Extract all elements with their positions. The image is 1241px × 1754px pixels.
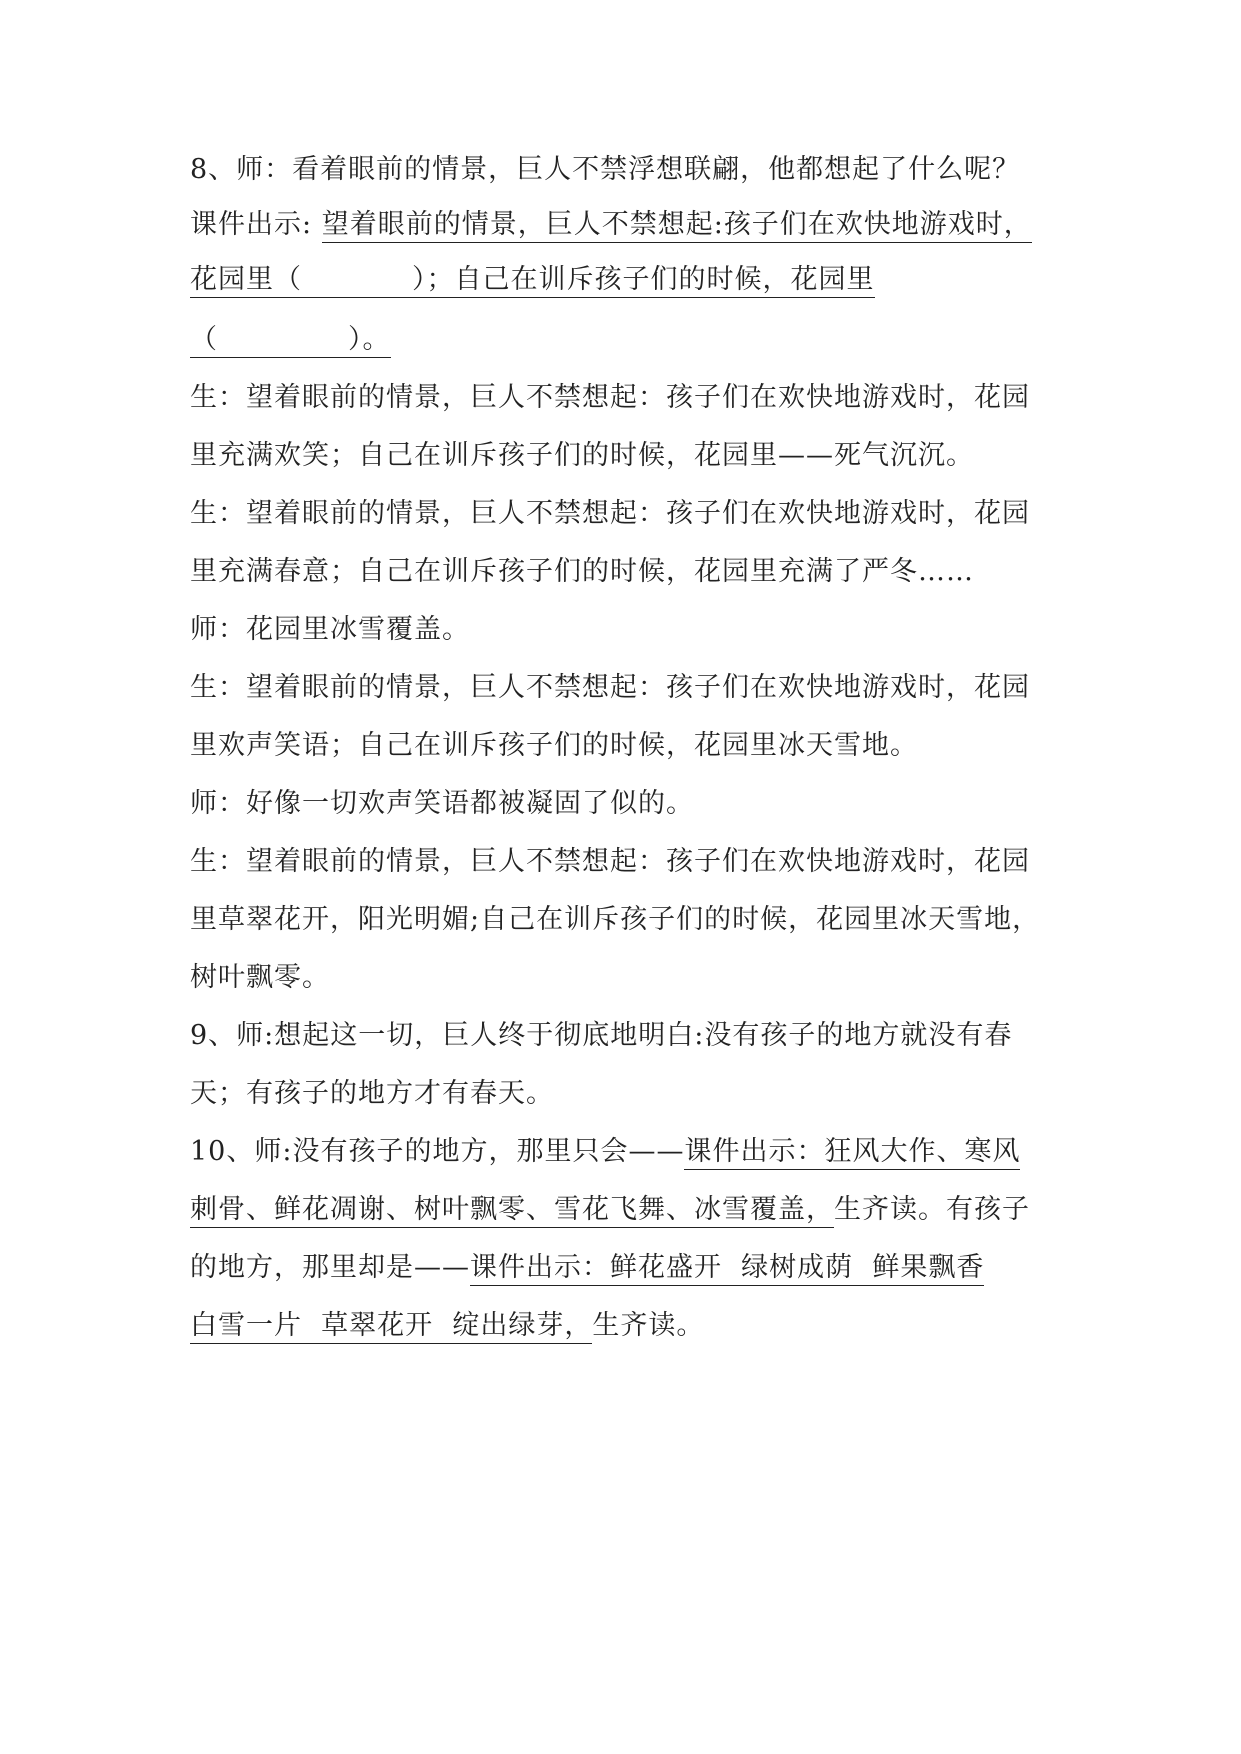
text: 8、师：看着眼前的情景，巨人不禁浮想联翩，他都想起了什么呢？ (190, 154, 1021, 185)
underlined-text: 望着眼前的情景，巨人不禁想起:孩子们在欢快地游戏时， (322, 209, 1032, 243)
text: 9、师:想起这一切，巨人终于彻底地明白:没有孩子的地方就没有春 (190, 1020, 1013, 1051)
text: 的地方，那里却是—— (190, 1252, 470, 1283)
paragraph-line (190, 842, 1030, 882)
paragraph-line (190, 1016, 1012, 1056)
text: 里充满欢笑；自己在训斥孩子们的时候，花园里——死气沉沉。 (190, 440, 974, 471)
text: 生齐读。有孩子 (834, 1194, 1030, 1225)
paragraph-line (190, 320, 391, 360)
paragraph-line (190, 260, 875, 300)
text: 里草翠花开，阳光明媚;自己在训斥孩子们的时候，花园里冰天雪地， (190, 904, 1041, 935)
paragraph-line (190, 1190, 1030, 1230)
paragraph-line (190, 1248, 984, 1288)
text: 生：望着眼前的情景，巨人不禁想起：孩子们在欢快地游戏时，花园 (190, 672, 1030, 703)
paragraph-line (190, 726, 918, 766)
text: 树叶飘零。 (190, 962, 330, 993)
fill-blank (190, 324, 391, 358)
text: 课件出示: (190, 209, 313, 240)
paragraph-line (190, 150, 1020, 190)
text: 生：望着眼前的情景，巨人不禁想起：孩子们在欢快地游戏时，花园 (190, 382, 1030, 413)
text: 里充满春意；自己在训斥孩子们的时候，花园里充满了严冬…… (190, 556, 974, 587)
text: 花园里（ (190, 264, 302, 295)
text: 天；有孩子的地方才有春天。 (190, 1078, 554, 1109)
paragraph-line (190, 1132, 1020, 1172)
paragraph-line (190, 436, 974, 476)
paragraph-line (190, 610, 470, 650)
text: ）；自己在训斥孩子们的时候，花园里 (412, 264, 875, 295)
text: 生齐读。 (592, 1310, 705, 1341)
text: 师：花园里冰雪覆盖。 (190, 614, 470, 645)
paragraph-line (190, 378, 1030, 418)
text: 里欢声笑语；自己在训斥孩子们的时候，花园里冰天雪地。 (190, 730, 918, 761)
fill-blank (190, 264, 875, 298)
paragraph-line (190, 900, 1040, 940)
paragraph-line (190, 958, 330, 998)
paragraph-line (190, 205, 1032, 245)
text: 10、师:没有孩子的地方，那里只会—— (190, 1136, 685, 1167)
paragraph-line (190, 494, 1030, 534)
paragraph-line (190, 784, 694, 824)
underlined-text: 课件出示：狂风大作、寒风 (684, 1136, 1020, 1170)
text: 生：望着眼前的情景，巨人不禁想起：孩子们在欢快地游戏时，花园 (190, 846, 1030, 877)
paragraph-line (190, 668, 1030, 708)
text: 师：好像一切欢声笑语都被凝固了似的。 (190, 788, 694, 819)
paragraph-line (190, 1074, 554, 1114)
underlined-text: 刺骨、鲜花凋谢、树叶飘零、雪花飞舞、冰雪覆盖， (190, 1194, 834, 1228)
text: 生：望着眼前的情景，巨人不禁想起：孩子们在欢快地游戏时，花园 (190, 498, 1030, 529)
text: （ (190, 324, 218, 355)
underlined-text: 课件出示：鲜花盛开 绿树成荫 鲜果飘香 (470, 1252, 984, 1286)
paragraph-line (190, 552, 974, 592)
underlined-text: 白雪一片 草翠花开 绽出绿芽， (190, 1310, 592, 1344)
paragraph-line (190, 1306, 704, 1346)
text: ）。 (348, 324, 391, 355)
